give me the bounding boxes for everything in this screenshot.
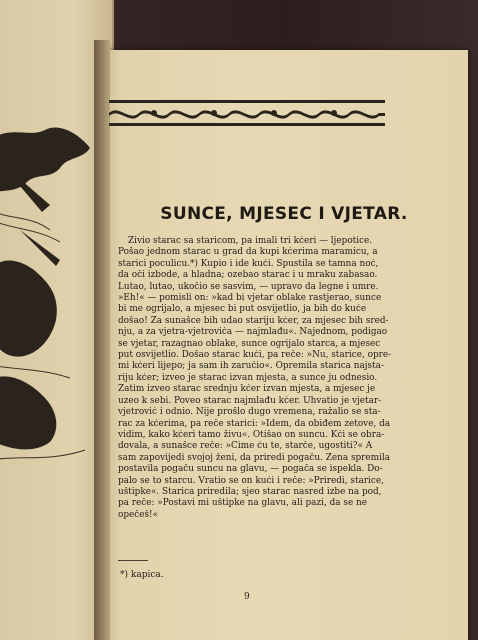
text-line: dovala, a sunašce reče: »Čime ću te, starče, ugostiti?« A: [118, 441, 373, 452]
text-line: Živio starac sa staricom, pa imali tri kćeri — ljepotice.: [128, 236, 373, 246]
text-line: došao! Za sunašce bih udao stariju kćer, za mjesec bih sred-: [118, 315, 389, 326]
text-line: riju kćer; izveo je starac izvan mjesta, a sunce ju odnesio.: [118, 372, 378, 383]
text-line: postavila pogaču suncu na glavu, — pogača se ispekla. Do-: [118, 464, 383, 475]
chapter-title: SUNCE, MJESEC I VJETAR.: [160, 204, 408, 224]
page-number: 9: [244, 592, 250, 602]
text-line: bi me ogrijalo, a mjesec bi put osvijetlio, ja bih do kuće: [118, 304, 367, 315]
book-gutter: [94, 40, 110, 640]
footnote-divider: [118, 560, 148, 561]
body-text: [118, 236, 398, 521]
text-line: rac za kćerima, pa reče starici: »Idem, da obiđem zetove, da: [118, 418, 391, 429]
text-line: uštipke«. Starica priredila; sjeo starac nasred izbe na pod,: [118, 486, 382, 497]
woodcut-illustration-image: [0, 120, 102, 480]
text-line: palo se to starcu. Vratio se on kući i reče: »Priredi, starice,: [118, 475, 384, 486]
text-line: Zatim izveo starac srednju kćer izvan mjesta, a mjesec je: [118, 384, 376, 395]
text-line: »Eh!« — pomisli on: »kad bi vjetar oblake rastjerao, sunce: [118, 293, 382, 304]
text-line: put osvijetlio. Došao starac kući, pa reče: »Nu, starice, opre-: [118, 350, 392, 361]
text-line: vjetrović i odnio. Nije prošlo dugo vremena, ražalio se sta-: [118, 407, 381, 418]
text-line: sam zapovijedi svojoj ženi, da priredi pogaču. Žena spremila: [118, 452, 391, 463]
text-line: nju, a za vjetra-vjetrovića — najmlađu«. Najednom, podigao: [118, 327, 388, 338]
text-line: Lutao, lutao, ukočio se sasvim, — upravo da legne i umre.: [118, 281, 379, 292]
text-line: starici poculicu.*) Kupio i ide kući. Spustila se tamna noć,: [118, 258, 379, 269]
footnote: *) kapica.: [120, 570, 164, 580]
decorative-header-ornament: [109, 100, 385, 126]
text-line: pa reče: »Postavi mi uštipke na glavu, ali pazi, da se ne: [118, 498, 367, 509]
text-line: opečeš!«: [118, 509, 159, 520]
text-line: mi kćeri lijepo; ja sam ih zaručio«. Opremila starica najsta-: [118, 361, 384, 372]
text-line: Pošao jednom starac u grad da kupi kćerima maramicu, a: [118, 247, 378, 258]
text-line: uzeo k sebi. Poveo starac najmlađu kćer. Uhvatio je vjetar-: [118, 395, 382, 406]
text-line: se vjetar, razagnao oblake, sunce ogrijalo starca, a mjesec: [118, 338, 381, 349]
text-line: vidim, kako kćeri tamo živu«. Otišao on suncu. Kći se obra-: [118, 429, 385, 440]
text-line: da oči izbode, a hladna; ozebao starac i u mraku zabasao.: [118, 270, 378, 281]
